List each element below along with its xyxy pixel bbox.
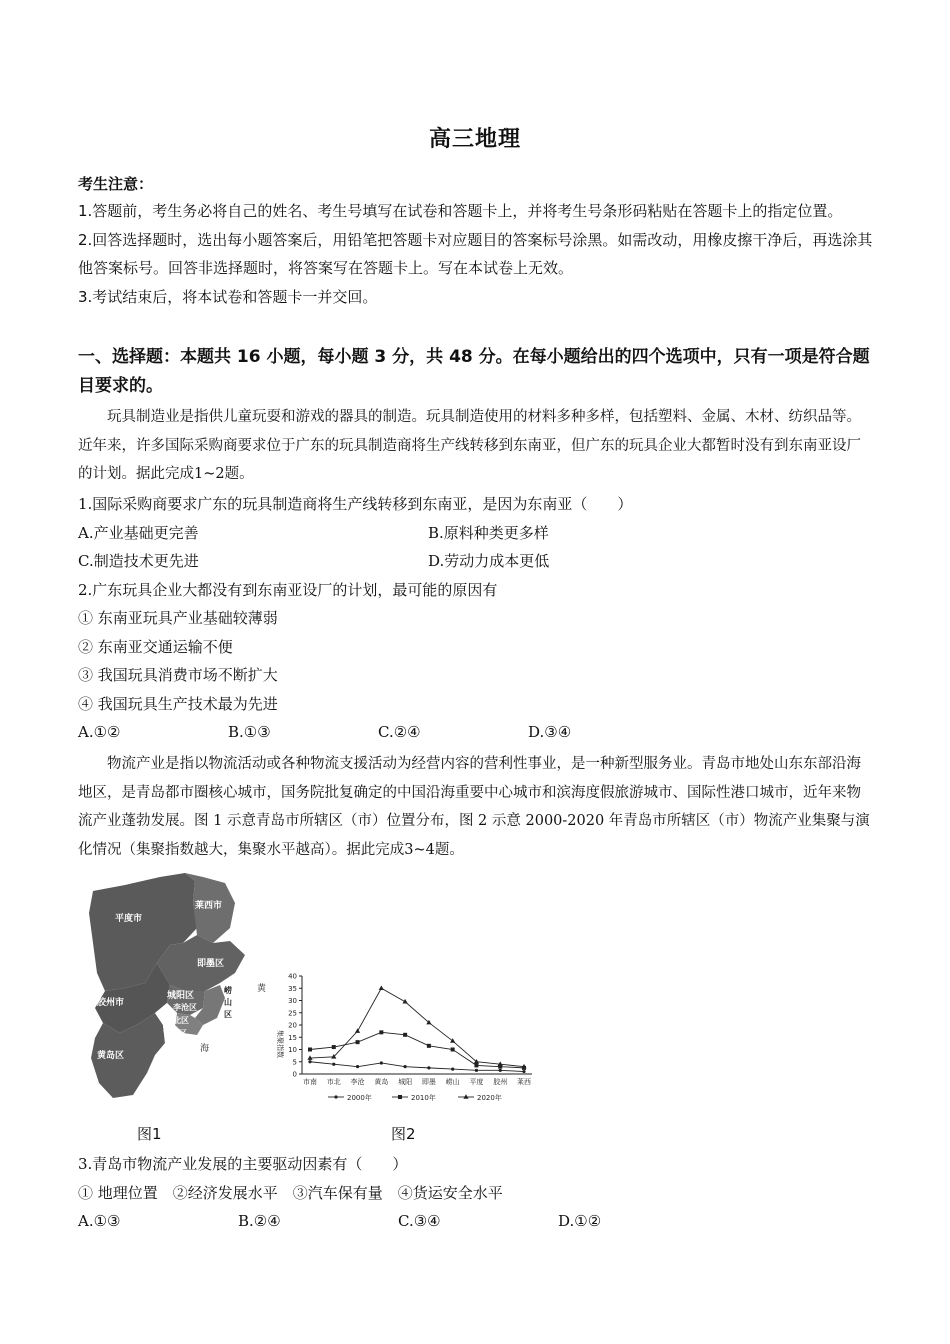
q3-options <box>78 1207 873 1236</box>
map-label: 黄岛区 <box>97 1051 125 1061</box>
sea-label: 海 <box>200 1044 210 1054</box>
y-tick-label: 20 <box>288 1021 297 1030</box>
question-1-2 <box>78 490 873 747</box>
x-tick-label: 城阳 <box>398 1078 413 1086</box>
q2-option-a[interactable]: A.①② <box>78 723 121 741</box>
map-label: 崂 <box>224 986 232 995</box>
legend-label: 2000年 <box>347 1094 372 1102</box>
notice-line: 3.考试结束后，将本试卷和答题卡一并交回。 <box>78 287 378 306</box>
q1-stem: 1.国际采购商要求广东的玩具制造商将生产线转移到东南亚，是因为东南亚（ ） <box>78 495 633 513</box>
q3-option-d[interactable]: D.①② <box>558 1212 602 1230</box>
data-point <box>379 1030 383 1034</box>
q2-item: ③ 我国玩具消费市场不断扩大 <box>78 666 278 684</box>
q3-stem: 3.青岛市物流产业发展的主要驱动因素有（ ） <box>78 1155 408 1173</box>
q2-option-d[interactable]: D.③④ <box>528 723 572 741</box>
map-label: 城阳区 <box>167 991 195 1001</box>
map-label: 莱西市 <box>195 901 223 911</box>
page-title: 高三地理 <box>428 127 521 152</box>
x-tick-label: 平度 <box>469 1078 484 1086</box>
x-tick-label: 胶州 <box>493 1078 508 1086</box>
map-label: 区 <box>224 1010 232 1019</box>
q2-item: ① 东南亚玩具产业基础较薄弱 <box>78 609 278 627</box>
data-point <box>451 1068 454 1071</box>
data-point <box>380 1061 383 1064</box>
data-point <box>308 1048 312 1052</box>
map-label: 李沧区 <box>173 1003 197 1012</box>
y-tick-label: 35 <box>288 984 297 993</box>
notice-line: 2.回答选择题时，选出每小题答案后，用铅笔把答题卡对应题目的答案标号涂黑。如需改动，用橡皮擦干净后，再选涂其他答案标号。回答非选择题时，将答案写在答题卡上。写在本试卷上无效。 <box>78 230 873 277</box>
q2-stem: 2.广东玩具企业大都没有到东南亚设厂的计划，最可能的原因有 <box>78 580 498 599</box>
map-label: 即墨区 <box>197 959 225 969</box>
data-point <box>404 1065 407 1068</box>
section-heading: 一、选择题：本题共 16 小题，每小题 3 分，共 48 分。在每小题给出的四个选项中，只有一项是符合题目要求的。 <box>78 347 870 396</box>
q3-option-c[interactable]: C.③④ <box>398 1212 441 1230</box>
q1-options-row1 <box>78 519 873 548</box>
map-label: 平度市 <box>115 914 143 924</box>
figure-1-caption: 图1 <box>137 1125 162 1143</box>
data-point <box>356 1065 359 1068</box>
map-label: 市南区 <box>163 1029 187 1038</box>
series-line <box>310 988 524 1066</box>
chart-legend <box>328 1093 502 1102</box>
x-tick-label: 市北 <box>326 1078 341 1086</box>
data-point <box>463 1094 468 1099</box>
passage-2-text: 物流产业是指以物流活动或各种物流支援活动为经营内容的营利性事业，是一种新型服务业。青岛市地处山东东部沿海地区，是青岛都市圈核心城市，国务院批复确定的中国沿海重要中心城市和滨海度假旅游城市、国际性港口城市，近年来物流产业蓬勃发展。图 1 示意青岛市所辖区（市）位置分布，图 2 示意 2000-2020 年青岛市所辖区（市）物流产业集聚与演化情况（集聚指数越大，集聚水平越高）。据此完成3~4题。 <box>78 756 870 858</box>
data-point <box>403 999 408 1004</box>
notice-list <box>78 197 873 311</box>
q2-item: ② 东南亚交通运输不便 <box>78 637 233 656</box>
chart-axes <box>288 973 532 1087</box>
x-tick-label: 崂山 <box>445 1078 460 1086</box>
figures <box>85 873 565 1113</box>
passage-2 <box>78 750 873 864</box>
q3-items: ① 地理位置 ②经济发展水平 ③汽车保有量 ④货运安全水平 <box>78 1183 503 1202</box>
data-point <box>499 1069 502 1072</box>
y-tick-label: 0 <box>292 1070 297 1079</box>
q1-options-row2 <box>78 547 873 576</box>
y-axis-label: 集聚指数 <box>276 1030 284 1058</box>
q2-options <box>78 718 873 747</box>
q2-item: ④ 我国玩具生产技术最为先进 <box>78 694 278 713</box>
x-tick-label: 李沧 <box>350 1078 365 1086</box>
q3-option-b[interactable]: B.②④ <box>238 1212 281 1230</box>
data-point <box>474 1063 478 1067</box>
x-tick-label: 黄岛 <box>374 1078 389 1086</box>
logistics-chart <box>270 968 555 1108</box>
qingdao-map <box>85 873 270 1108</box>
data-point <box>379 985 384 990</box>
y-tick-label: 30 <box>288 997 297 1005</box>
data-point <box>427 1066 430 1069</box>
y-tick-label: 15 <box>288 1033 297 1042</box>
x-tick-label: 即墨 <box>421 1078 436 1086</box>
data-point <box>451 1048 455 1052</box>
q2-option-b[interactable]: B.①③ <box>228 723 271 741</box>
legend-label: 2020年 <box>477 1094 502 1102</box>
notice-heading: 考生注意： <box>78 175 154 193</box>
notice-line: 1.答题前，考生务必将自己的姓名、考生号填写在试卷和答题卡上，并将考生号条形码粘贴在答题卡上的指定位置。 <box>78 202 843 220</box>
q1-option-b[interactable]: B.原料种类更多样 <box>428 523 549 542</box>
q1-option-c[interactable]: C.制造技术更先进 <box>78 552 199 570</box>
map-label: 市北区 <box>165 1016 189 1025</box>
passage-1 <box>78 403 873 489</box>
y-tick-label: 40 <box>288 972 297 981</box>
x-tick-label: 市南 <box>303 1078 317 1086</box>
data-point <box>332 1045 336 1049</box>
series-line <box>310 1032 524 1068</box>
sea-label: 黄 <box>257 984 267 994</box>
y-tick-label: 5 <box>292 1058 297 1067</box>
data-point <box>522 1070 525 1073</box>
y-tick-label: 25 <box>288 1009 297 1018</box>
question-3 <box>78 1150 873 1236</box>
x-tick-label: 莱西 <box>517 1078 531 1086</box>
map-label: 胶州市 <box>97 998 125 1008</box>
y-tick-label: 10 <box>288 1046 297 1054</box>
data-point <box>403 1033 407 1037</box>
q1-option-a[interactable]: A.产业基础更完善 <box>78 523 199 542</box>
map-label: 山 <box>224 998 232 1007</box>
data-point <box>398 1095 402 1099</box>
data-point <box>308 1060 311 1063</box>
data-point <box>427 1044 431 1048</box>
passage-1-text: 玩具制造业是指供儿童玩耍和游戏的器具的制造。玩具制造使用的材料多种多样，包括塑料、金属、木材、纺织品等。近年来，许多国际采购商要求位于广东的玩具制造商将生产线转移到东南亚，但广东的玩具企业大都暂时没有到东南亚设厂的计划。据此完成1~2题。 <box>78 409 861 482</box>
data-point <box>450 1038 455 1043</box>
q2-option-c[interactable]: C.②④ <box>378 723 421 741</box>
chart-series <box>307 985 526 1073</box>
data-point <box>332 1063 335 1066</box>
data-point <box>334 1095 337 1098</box>
data-point <box>356 1040 360 1044</box>
legend-label: 2010年 <box>411 1094 436 1102</box>
q1-option-d[interactable]: D.劳动力成本更低 <box>428 552 550 570</box>
figure-2-caption: 图2 <box>391 1125 416 1143</box>
q3-option-a[interactable]: A.①③ <box>78 1212 121 1230</box>
data-point <box>475 1069 478 1072</box>
data-point <box>355 1028 360 1033</box>
